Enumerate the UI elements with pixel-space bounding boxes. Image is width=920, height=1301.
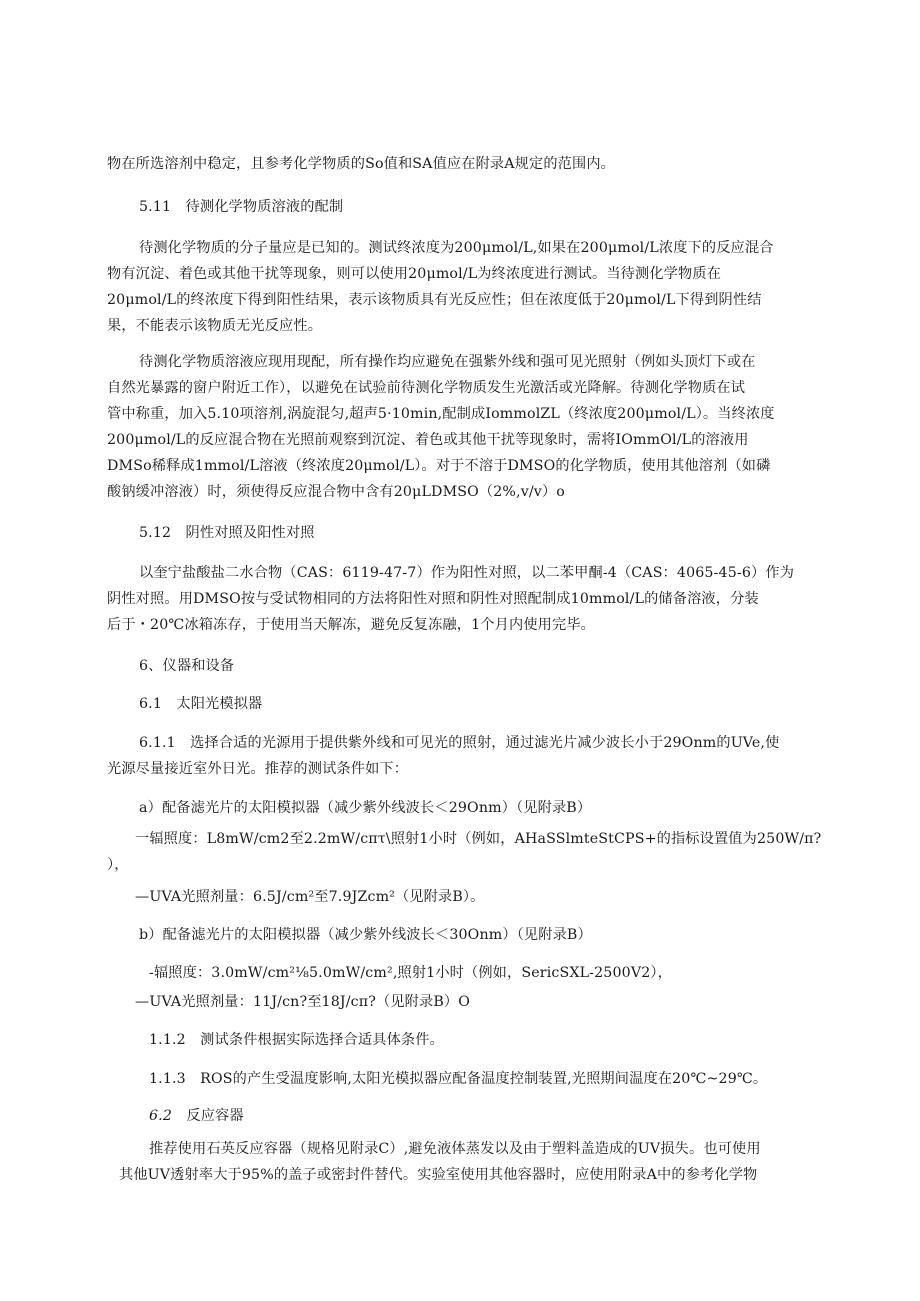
text-line: ）， bbox=[107, 857, 129, 873]
text-line: 果，不能表示该物质无光反应性。 bbox=[107, 318, 323, 334]
text-line: 6.1.1 选择合适的光源用于提供紫外线和可见光的照射，通过滤光片减少波长小于29Onm的UVe,使 bbox=[139, 735, 780, 751]
text-line: 一辐照度：L8mW∕cm2至2.2mW∕cπτ\照射1小时（例如，AHaSSlmteStCPS+的指标设置值为250W∕π? bbox=[135, 831, 822, 847]
text-line: —UVA光照剂量：11J∕cn?至18J∕cπ?（见附录B）O bbox=[135, 994, 471, 1010]
section-heading-6: 6、仪器和设备 bbox=[139, 658, 235, 674]
text-line: DMSo稀释成1mmol/L溶液（终浓度20μmol∕L）。对于不溶于DMSO的化学物质，使用其他溶剂（如磷 bbox=[107, 458, 771, 474]
text-line: 待测化学物质溶液应现用现配，所有操作均应避免在强紫外线和强可见光照射（例如头顶灯下或在 bbox=[139, 354, 756, 370]
text-line: 酸钠缓冲溶液）时，须使得反应混合物中含有20μLDMSO（2%,v∕v）o bbox=[107, 484, 565, 500]
text-line: 以奎宁盐酸盐二水合物（CAS：6119-47-7）作为阳性对照，以二苯甲酮-4（CAS：4065-45-6）作为 bbox=[139, 565, 795, 581]
text-line: 阴性对照。用DMSO按与受试物相同的方法将阳性对照和阴性对照配制成10mmol/L的储备溶液，分装 bbox=[107, 591, 759, 607]
text-line: 管中称重，加入5.10项溶剂,涡旋混匀,超声5·10min,配制成IommolZL（终浓度200μmol∕L）。当终浓度 bbox=[107, 406, 775, 422]
section-heading-6-2 bbox=[149, 1106, 244, 1128]
list-item-b: b）配备滤光片的太阳模拟器（减少紫外线波长＜30Onm）（见附录B） bbox=[139, 927, 592, 943]
section-heading-1-1-3: 1.1.3 ROS的产生受温度影响,太阳光模拟器应配备温度控制装置,光照期间温度在20℃~29℃。 bbox=[149, 1071, 768, 1087]
list-item-a: a）配备滤光片的太阳模拟器（减少紫外线波长＜29Onm）（见附录B） bbox=[139, 800, 592, 816]
text-line: 200μmol∕L的反应混合物在光照前观察到沉淀、着色或其他干扰等现象时，需将IOmmOl/L的溶液用 bbox=[107, 432, 749, 448]
text-line: 物有沉淀、着色或其他干扰等现象，则可以使用20μmol∕L为终浓度进行测试。当待测化学物质在 bbox=[107, 266, 722, 282]
section-heading-1-1-2: 1.1.2 测试条件根据实际选择合适具体条件。 bbox=[149, 1032, 444, 1048]
text-line: —UVA光照剂量：6.5J∕cm²至7.9JZcm²（见附录B）。 bbox=[135, 889, 485, 905]
section-heading-5-12: 5.12 阴性对照及阳性对照 bbox=[139, 525, 315, 541]
section-spacer bbox=[172, 1108, 186, 1124]
text-line: -辐照度：3.0mW∕cm²⅛5.0mW∕cm²,照射1小时（例如，SericSXL-2500V2）， bbox=[149, 965, 672, 981]
text-line: 光源尽量接近室外日光。推荐的测试条件如下： bbox=[107, 761, 409, 777]
section-number: 6.2 bbox=[149, 1108, 173, 1124]
text-line: 20μmol∕L的终浓度下得到阳性结果，表示该物质具有光反应性；但在浓度低于20μmol∕L下得到阴性结 bbox=[107, 292, 762, 308]
section-title: 反应容器 bbox=[186, 1108, 244, 1124]
text-line: 其他UV透射率大于95%的盖子或密封件替代。实验室使用其他容器时，应使用附录A中的参考化学物 bbox=[119, 1167, 758, 1183]
text-line: 后于・20℃冰箱冻存，于使用当天解冻，避免反复冻融，1个月内使用完毕。 bbox=[107, 617, 596, 633]
section-heading-5-11: 5.11 待测化学物质溶液的配制 bbox=[139, 199, 344, 215]
text-line: 物在所选溶剂中稳定，且参考化学物质的So值和SA值应在附录A规定的范围内。 bbox=[107, 156, 616, 172]
text-line: 自然光暴露的窗户附近工作），以避免在试验前待测化学物质发生光激活或光降解。待测化学物质在试 bbox=[107, 380, 746, 396]
text-line: 待测化学物质的分子量应是已知的。测试终浓度为200μmol∕L,如果在200μmol∕L浓度下的反应混合 bbox=[139, 240, 774, 256]
section-heading-6-1: 6.1 太阳光模拟器 bbox=[139, 696, 263, 712]
text-line: 推荐使用石英反应容器（规格见附录C）,避免液体蒸发以及由于塑料盖造成的UV损失。也可使用 bbox=[149, 1141, 761, 1157]
